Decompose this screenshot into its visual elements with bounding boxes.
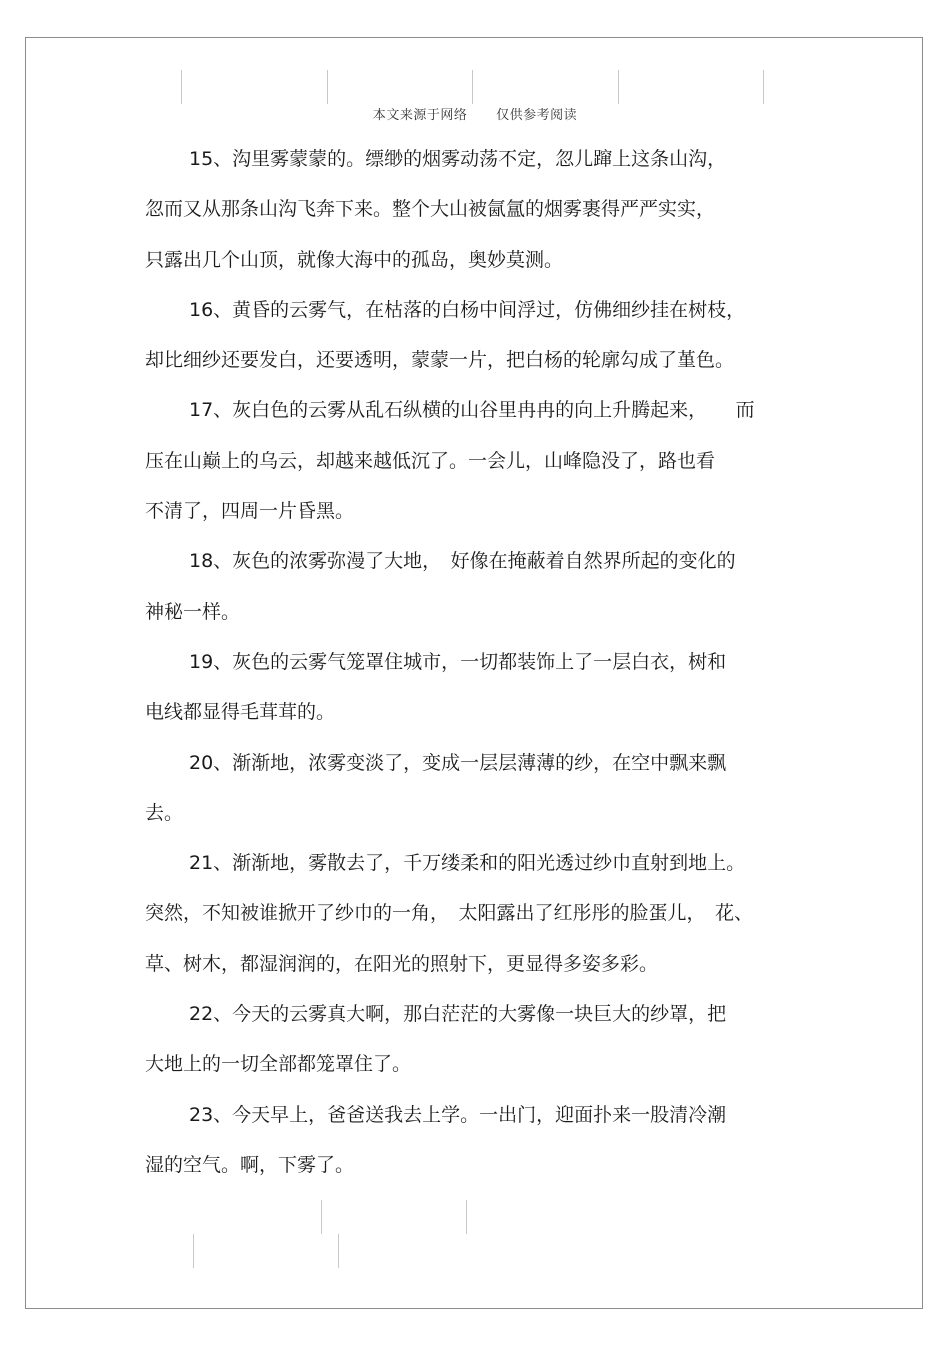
paragraph-line: 不清了，四周一片昏黑。 xyxy=(145,500,355,523)
paragraph-21 xyxy=(145,838,810,989)
paragraph-line: 忽而又从那条山沟飞奔下来。整个大山被氤氲的烟雾裹得严严实实， xyxy=(145,198,716,221)
paragraph-line: 21、渐渐地，雾散去了，千万缕柔和的阳光透过纱巾直射到地上。 xyxy=(189,852,746,875)
paragraph-line: 压在山巅上的乌云，却越来越低沉了。一会儿，山峰隐没了，路也看 xyxy=(145,449,716,472)
header-note xyxy=(0,104,950,123)
paragraph-17 xyxy=(145,385,810,536)
paragraph-line: 22、今天的云雾真大啊，那白茫茫的大雾像一块巨大的纱罩，把 xyxy=(189,1003,727,1026)
paragraph-line: 只露出几个山顶，就像大海中的孤岛，奥妙莫测。 xyxy=(145,248,564,271)
paragraph-line: 大地上的一切全部都笼罩住了。 xyxy=(145,1053,412,1076)
paragraph-line: 16、黄昏的云雾气，在枯落的白杨中间浮过，仿佛细纱挂在树枝， xyxy=(189,298,746,321)
paragraph-line: 电线都显得毛茸茸的。 xyxy=(145,701,336,724)
paragraph-15 xyxy=(145,134,810,285)
header-divider xyxy=(181,70,182,104)
paragraph-22 xyxy=(145,989,810,1090)
paragraph-line: 却比细纱还要发白，还要透明，蒙蒙一片，把白杨的轮廓勾成了堇色。 xyxy=(145,349,735,372)
source-note: 本文来源于网络 xyxy=(372,108,468,123)
paragraph-line: 湿的空气。啊，下雾了。 xyxy=(145,1153,355,1176)
paragraph-19 xyxy=(145,637,810,738)
paragraph-18 xyxy=(145,536,810,637)
paragraph-line: 突然，不知被谁掀开了纱巾的一角， 太阳露出了红彤彤的脸蛋儿， 花、 xyxy=(145,902,754,925)
footer-divider xyxy=(338,1234,339,1268)
paragraph-line: 神秘一样。 xyxy=(145,600,241,623)
document-body xyxy=(145,134,810,1190)
header-divider xyxy=(618,70,619,104)
paragraph-line: 20、渐渐地，浓雾变淡了，变成一层层薄薄的纱，在空中飘来飘 xyxy=(189,751,727,774)
reference-note: 仅供参考阅读 xyxy=(496,108,578,123)
paragraph-23 xyxy=(145,1090,810,1191)
header-divider xyxy=(763,70,764,104)
paragraph-line: 草、树木，都湿润润的，在阳光的照射下，更显得多姿多彩。 xyxy=(145,952,659,975)
footer-divider xyxy=(193,1234,194,1268)
paragraph-line: 17、灰白色的云雾从乱石纵横的山谷里冉冉的向上升腾起来， 而 xyxy=(189,399,755,422)
footer-divider xyxy=(466,1200,467,1234)
paragraph-line: 15、沟里雾蒙蒙的。缥缈的烟雾动荡不定，忽儿蹿上这条山沟， xyxy=(189,148,727,170)
paragraph-16 xyxy=(145,285,810,386)
paragraph-line: 19、灰色的云雾气笼罩住城市，一切都装饰上了一层白衣，树和 xyxy=(189,650,727,673)
footer-divider xyxy=(321,1200,322,1234)
header-divider xyxy=(472,70,473,104)
paragraph-line: 18、灰色的浓雾弥漫了大地， 好像在掩蔽着自然界所起的变化的 xyxy=(189,550,736,573)
paragraph-line: 23、今天早上，爸爸送我去上学。一出门，迎面扑来一股清冷潮 xyxy=(189,1103,727,1126)
header-divider xyxy=(327,70,328,104)
paragraph-20 xyxy=(145,738,810,839)
paragraph-line: 去。 xyxy=(145,801,184,824)
